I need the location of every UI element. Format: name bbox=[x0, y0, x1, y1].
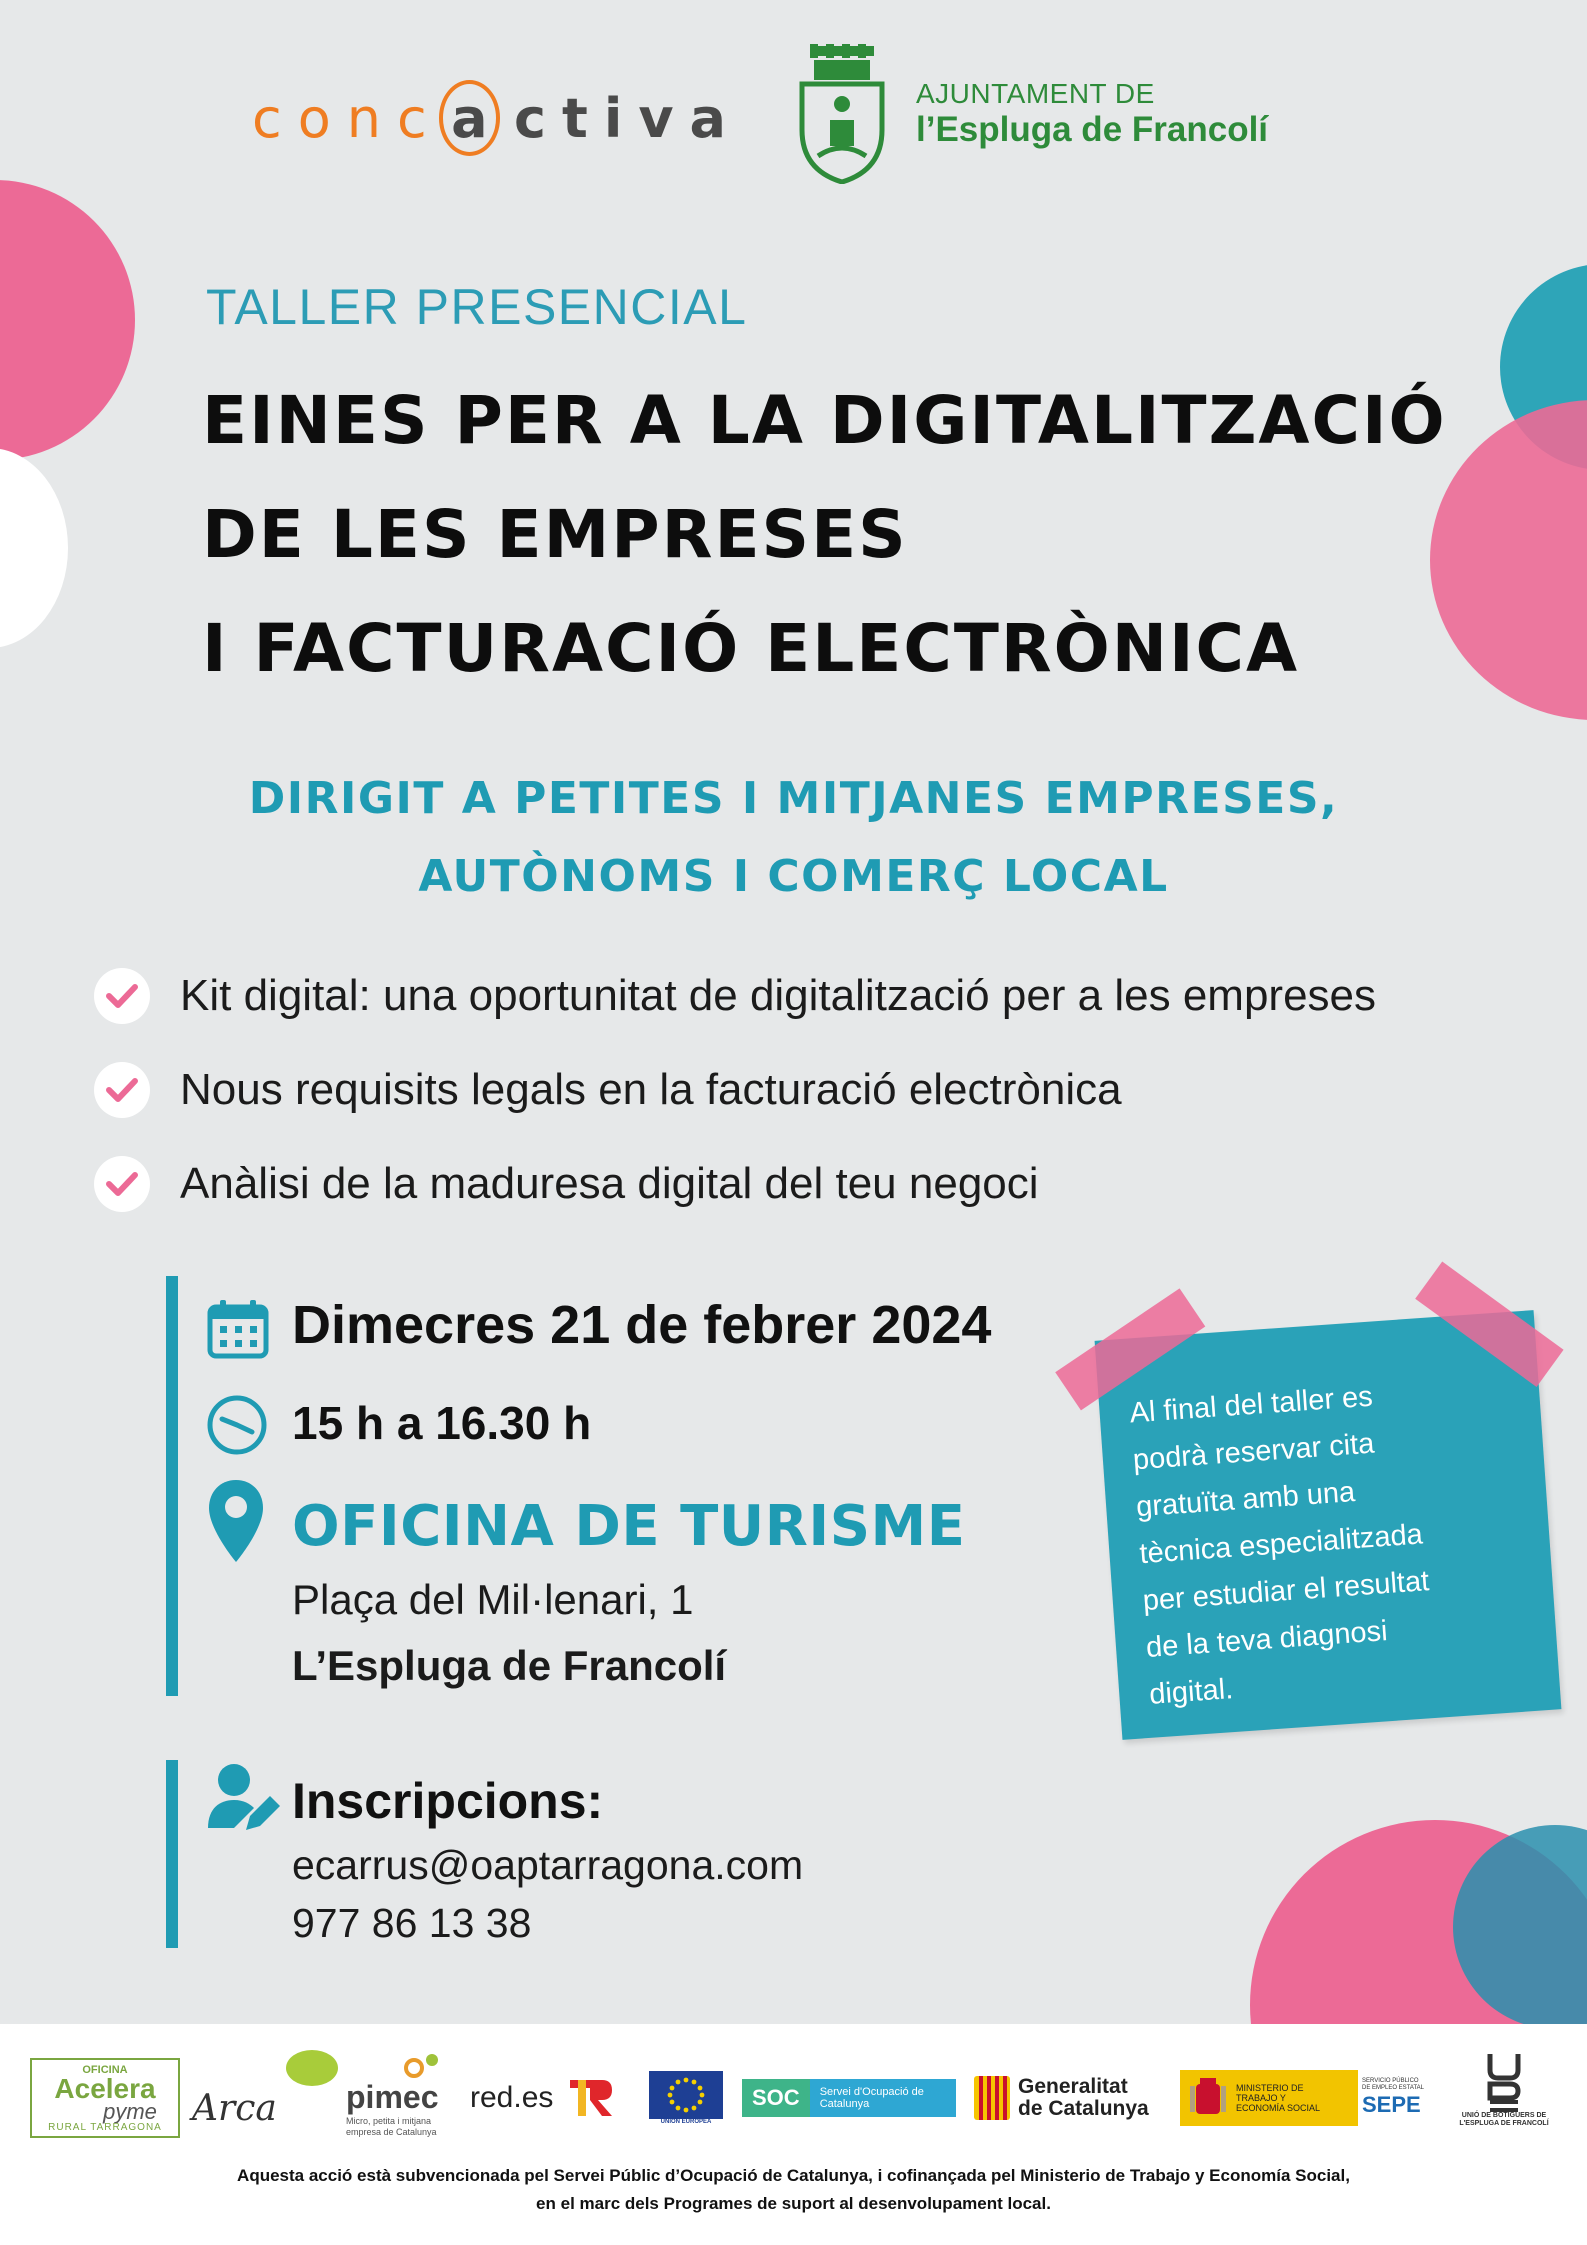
acelera-top: OFICINA bbox=[82, 2063, 128, 2076]
concactiva-logo bbox=[252, 78, 742, 158]
event-kicker: TALLER PRESENCIAL bbox=[206, 279, 748, 335]
ubef-mark-icon bbox=[1484, 2052, 1524, 2112]
note-line: per estudiar el resultat bbox=[1141, 1565, 1431, 1618]
pimec-dots-icon bbox=[404, 2052, 444, 2078]
eu-logo bbox=[648, 2058, 724, 2138]
redes-logo bbox=[470, 2058, 560, 2138]
event-time: 15 h a 16.30 h bbox=[292, 1397, 592, 1449]
concactiva-logo-prefix: conc bbox=[252, 86, 443, 150]
eu-caption: UNIÓN EUROPEA bbox=[660, 2119, 712, 2125]
acelera-pyme-logo bbox=[30, 2058, 180, 2138]
location-pin-icon bbox=[206, 1478, 266, 1564]
topic-text: Nous requisits legals en la facturació electrònica bbox=[180, 1065, 1122, 1114]
check-icon bbox=[94, 1156, 150, 1212]
venue-town: L’Espluga de Francolí bbox=[292, 1642, 727, 1689]
concactiva-logo-ring: a bbox=[439, 80, 500, 156]
registration-email[interactable]: ecarrus@oaptarragona.com bbox=[292, 1842, 804, 1888]
redes-name: red.es bbox=[470, 2081, 554, 2114]
soc-logo bbox=[742, 2058, 956, 2138]
event-title bbox=[202, 364, 1452, 706]
acelera-name: Acelera bbox=[54, 2072, 156, 2104]
soc-sub: Servei d'Ocupació de Catalunya bbox=[810, 2079, 956, 2117]
clock-icon bbox=[206, 1394, 268, 1456]
decor-circle-pink-left bbox=[0, 180, 135, 460]
note-line: digital. bbox=[1148, 1673, 1235, 1711]
registration-accent-bar bbox=[166, 1760, 178, 1948]
audience-line: AUTÒNOMS I COMERÇ LOCAL bbox=[418, 851, 1169, 902]
eu-flag-icon bbox=[649, 2071, 723, 2119]
note-line: de la teva diagnosi bbox=[1145, 1615, 1389, 1664]
sepe-top: SERVICIO PÚBLICO DE EMPLEO ESTATAL bbox=[1362, 2078, 1425, 2091]
plan-recuperacion-logo bbox=[568, 2058, 618, 2138]
details-accent-bar bbox=[166, 1276, 178, 1696]
topic-item bbox=[94, 1062, 1122, 1118]
concactiva-logo-suffix: ctiva bbox=[514, 86, 742, 150]
event-title-line: I FACTURACIÓ ELECTRÒNICA bbox=[202, 610, 1300, 687]
note-line: Al final del taller es bbox=[1128, 1380, 1374, 1430]
decor-circle-pink-right bbox=[1430, 400, 1587, 720]
user-edit-icon bbox=[206, 1762, 282, 1836]
check-icon bbox=[94, 1062, 150, 1118]
note-text bbox=[1128, 1364, 1530, 1719]
pimec-sub: Micro, petita i mitjana empresa de Catalunya bbox=[346, 2115, 437, 2137]
venue-name: OFICINA DE TURISME bbox=[292, 1494, 966, 1559]
audience-line: DIRIGIT A PETITES I MITJANES EMPRESES, bbox=[248, 773, 1339, 824]
check-icon bbox=[94, 968, 150, 1024]
topic-text: Anàlisi de la maduresa digital del teu negoci bbox=[180, 1159, 1039, 1208]
generalitat-line2: de Catalunya bbox=[1018, 2097, 1149, 2120]
generalitat-logo bbox=[974, 2058, 1170, 2138]
sticky-note bbox=[1095, 1310, 1562, 1740]
sepe-logo bbox=[1362, 2058, 1426, 2138]
ministerio-text: MINISTERIO DE TRABAJO Y ECONOMÍA SOCIAL bbox=[1236, 2083, 1321, 2113]
footer-legal-line: en el marc dels Programes de suport al desenvolupament local. bbox=[536, 2194, 1051, 2213]
tr-mark-icon bbox=[568, 2076, 614, 2120]
note-line: gratuïta amb una bbox=[1135, 1476, 1357, 1524]
event-date: Dimecres 21 de febrer 2024 bbox=[292, 1295, 992, 1355]
acelera-sub: pyme bbox=[103, 2098, 157, 2124]
registration-heading: Inscripcions: bbox=[292, 1773, 604, 1829]
spain-coat-of-arms-icon bbox=[1186, 2076, 1230, 2120]
acelera-bottom: RURAL TARRAGONA bbox=[48, 2121, 162, 2133]
topic-item bbox=[94, 1156, 1039, 1212]
ubef-logo bbox=[1454, 2052, 1554, 2152]
registration-phone[interactable]: 977 86 13 38 bbox=[292, 1900, 532, 1946]
ubef-caption: UNIÓ DE BOTIGUERS DE L'ESPLUGA DE FRANCOLÍ bbox=[1459, 2112, 1549, 2127]
venue-address: Plaça del Mil·lenari, 1 bbox=[292, 1576, 694, 1623]
pimec-name: pimec bbox=[346, 2078, 439, 2115]
arca-name: Arca bbox=[192, 2087, 277, 2129]
ministerio-logo bbox=[1180, 2058, 1358, 2138]
ajuntament-line1: AJUNTAMENT DE bbox=[916, 78, 1155, 109]
audience-text bbox=[0, 760, 1587, 916]
sepe-name: SEPE bbox=[1362, 2092, 1421, 2117]
generalitat-line1: Generalitat bbox=[1018, 2075, 1128, 2098]
arca-logo bbox=[192, 2058, 342, 2138]
ajuntament-line2: l’Espluga de Francolí bbox=[916, 110, 1269, 150]
event-title-line: EINES PER A LA DIGITALITZACIÓ bbox=[202, 382, 1447, 459]
note-line: tècnica especialitzada bbox=[1138, 1518, 1424, 1571]
pimec-logo bbox=[346, 2058, 458, 2138]
ajuntament-shield-icon bbox=[796, 44, 888, 184]
footer-legal-line: Aquesta acció està subvencionada pel Servei Públic d’Ocupació de Catalunya, i cofinançada pel Ministerio de Trabajo y Economía Social, bbox=[237, 2166, 1350, 2185]
footer-legal-text bbox=[0, 2162, 1587, 2218]
calendar-icon bbox=[206, 1298, 270, 1360]
decor-circle-white-left bbox=[0, 448, 68, 648]
event-title-line: DE LES EMPRESES bbox=[202, 496, 908, 573]
topic-item bbox=[94, 968, 1376, 1024]
arca-leaf-icon bbox=[282, 2046, 342, 2096]
senyera-icon bbox=[974, 2076, 1010, 2120]
topic-text: Kit digital: una oportunitat de digitalització per a les empreses bbox=[180, 971, 1377, 1020]
ajuntament-logo-text bbox=[916, 78, 1268, 150]
note-line: podrà reservar cita bbox=[1131, 1427, 1376, 1477]
soc-name: SOC bbox=[742, 2079, 810, 2117]
